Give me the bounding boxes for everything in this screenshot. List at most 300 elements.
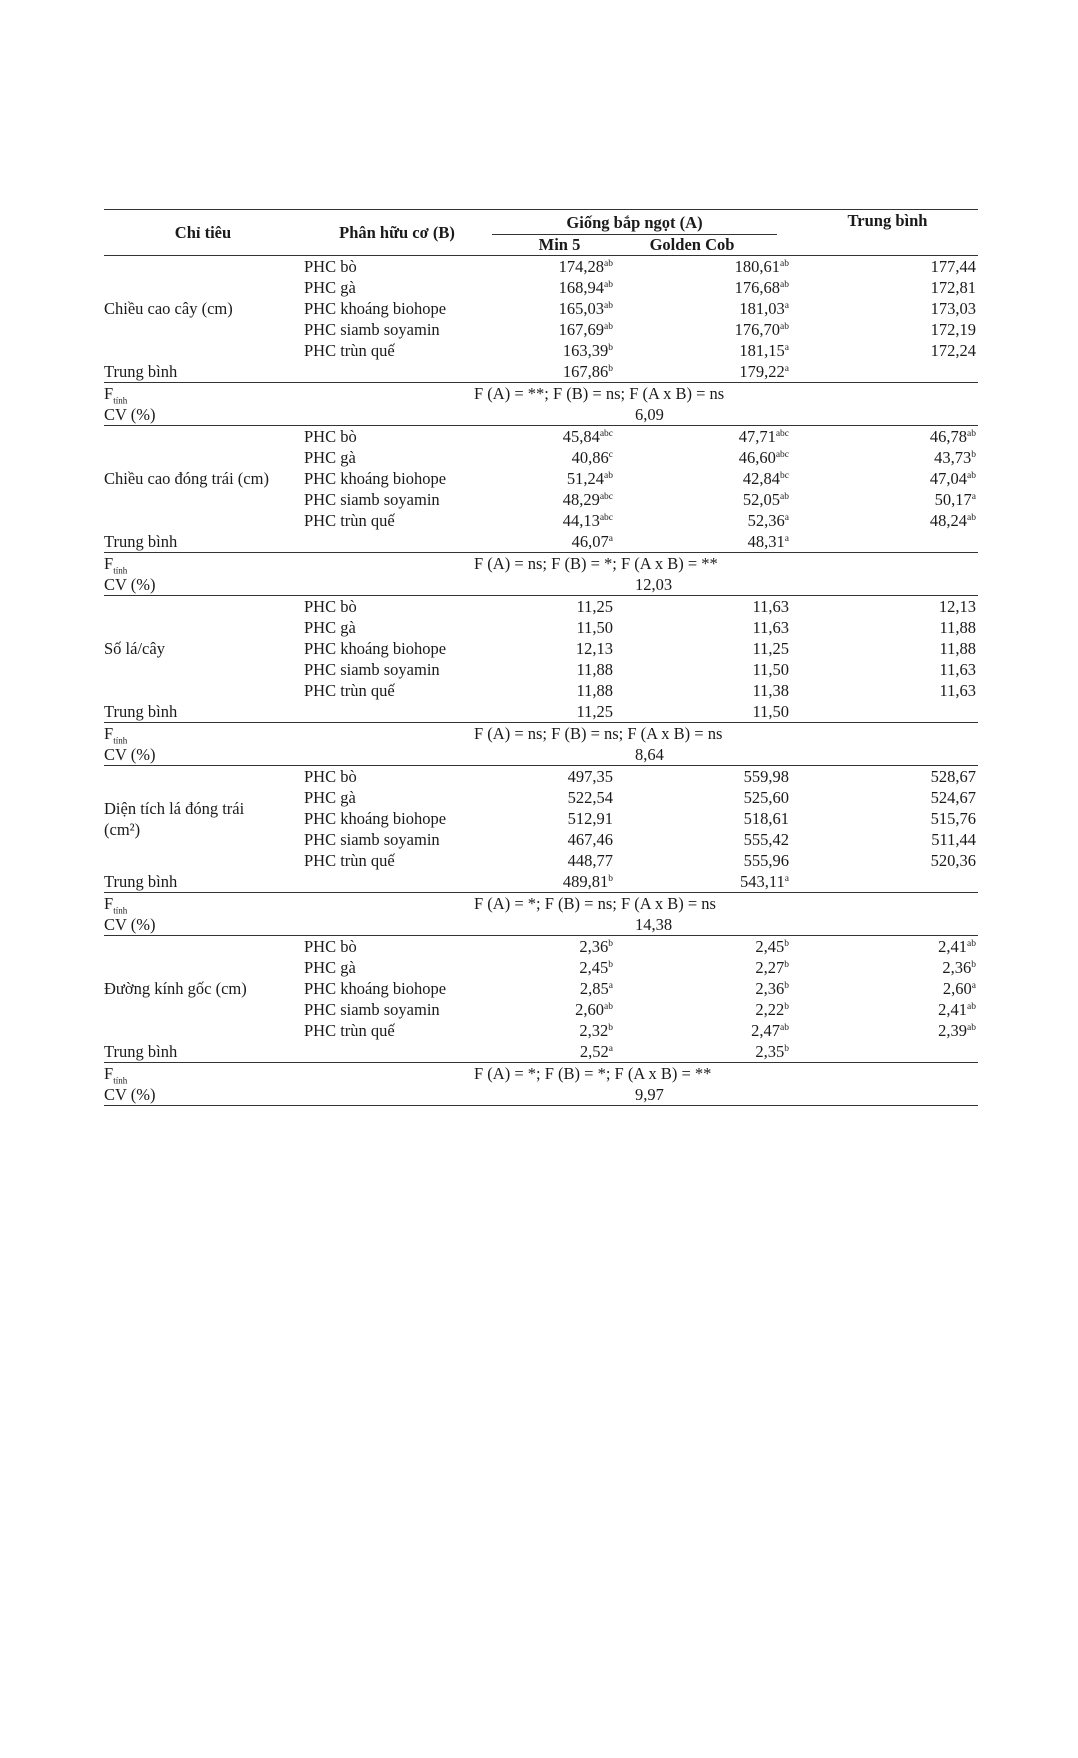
significance-letter: ab [604,259,613,269]
header-min5: Min 5 [538,235,581,254]
results-table [104,209,978,1106]
significance-letter: ab [780,259,789,269]
value-trung-binh [797,256,978,278]
cell-value: 50,17 [934,490,972,509]
f-symbol: F [104,1064,114,1083]
cell-value: 12,13 [938,597,976,616]
significance-letter: ab [604,471,613,481]
value-min5 [492,766,627,788]
value-trung-binh [797,978,978,999]
fertilizer-name: PHC khoáng biohope [304,469,447,488]
significance-letter: abc [599,429,613,439]
fertilizer-name: PHC bò [302,766,492,788]
cell-value: 2,60 [942,979,972,998]
value-trung-binh [797,829,978,850]
mean-golden-cob [627,531,797,553]
fertilizer-name: PHC gà [304,448,356,467]
significance-letter: ab [967,429,976,439]
significance-letter: bc [780,471,789,481]
mean-golden-cob [627,871,797,893]
significance-letter: b [784,981,789,991]
cell-value: 51,24 [566,469,605,488]
value-golden-cob [627,787,797,808]
cell-value: 2,32 [579,1021,609,1040]
cell-value: 180,61 [734,257,781,276]
value-golden-cob [627,1020,797,1041]
significance-letter: b [608,939,613,949]
significance-letter: abc [775,450,789,460]
value-min5 [492,999,627,1020]
fertilizer-name: PHC khoáng biohope [304,299,447,318]
cv-row [104,914,978,936]
value-min5 [492,617,627,638]
cell-value: 524,67 [930,788,976,807]
indicator-label: Chiều cao cây (cm) [104,256,302,362]
value-trung-binh [797,936,978,958]
significance-letter: b [784,1044,789,1054]
fertilizer-name: PHC gà [304,958,356,977]
value-min5 [492,808,627,829]
header-empty [797,235,978,256]
cell-value: 172,19 [930,320,976,339]
cell-value: 11,88 [939,639,976,658]
value-min5 [492,850,627,871]
indicator-label: Diện tích lá đóng trái (cm²) [104,766,302,872]
value-min5 [492,489,627,510]
value-trung-binh [797,787,978,808]
cv-label: CV (%) [104,915,156,934]
empty-cell [797,1041,978,1063]
empty-cell [302,1041,492,1063]
value-trung-binh [797,447,978,468]
cell-value: 173,03 [930,299,976,318]
fertilizer-name: PHC bò [302,596,492,618]
value-min5 [492,659,627,680]
significance-letter: a [784,364,789,374]
cell-value: 525,60 [743,788,789,807]
cell-value: 555,96 [743,851,789,870]
cell-value: 11,63 [939,681,976,700]
fertilizer-name: PHC siamb soyamin [304,1000,440,1019]
table-row [104,426,978,448]
cell-value: 44,13 [562,511,600,530]
significance-letter: a [971,492,976,502]
cell-value: 489,81 [562,872,609,891]
cv-row [104,574,978,596]
header-giong-bap-ngot [492,210,797,236]
value-golden-cob [627,426,797,448]
fertilizer-name: PHC trùn quế [304,511,395,530]
significance-letter: a [784,343,789,353]
significance-letter: ab [967,1002,976,1012]
value-trung-binh [797,638,978,659]
value-trung-binh [797,850,978,871]
cell-value: 52,36 [747,511,785,530]
value-min5 [492,340,627,361]
cell-value: 2,22 [755,1000,785,1019]
cell-value: 2,36 [579,937,609,956]
value-min5 [492,638,627,659]
value-min5 [492,426,627,448]
mean-label: Trung bình [104,362,178,381]
value-min5 [492,298,627,319]
value-golden-cob [627,617,797,638]
f-test-row [104,553,978,575]
cell-value: 165,03 [558,299,605,318]
cell-value: 11,25 [576,702,613,721]
cell-value: 448,77 [567,851,613,870]
cv-value: 6,09 [635,405,664,424]
significance-letter: b [784,960,789,970]
value-trung-binh [797,808,978,829]
cell-value: 42,84 [742,469,781,488]
f-label [104,553,302,575]
significance-letter: b [608,1023,613,1033]
significance-letter: ab [967,471,976,481]
mean-min5 [492,1041,627,1063]
value-trung-binh [797,766,978,788]
cell-value: 2,35 [755,1042,785,1061]
significance-letter: ab [967,1023,976,1033]
mean-row [104,701,978,723]
fertilizer-name: PHC bò [302,936,492,958]
cell-value: 172,81 [930,278,976,297]
value-min5 [492,256,627,278]
empty-cell [302,871,492,893]
value-trung-binh [797,277,978,298]
cell-value: 168,94 [558,278,605,297]
cell-value: 11,63 [752,597,789,616]
cell-value: 2,45 [755,937,785,956]
cell-value: 11,88 [576,681,613,700]
value-golden-cob [627,510,797,531]
significance-letter: ab [967,513,976,523]
value-trung-binh [797,999,978,1020]
value-min5 [492,957,627,978]
cell-value: 2,47 [751,1021,781,1040]
cell-value: 512,91 [567,809,613,828]
cell-value: 11,88 [576,660,613,679]
significance-letter: ab [780,322,789,332]
f-symbol: F [104,724,114,743]
cell-value: 11,25 [576,597,613,616]
mean-label: Trung bình [104,702,178,721]
table-body [104,256,978,1106]
cell-value: 518,61 [743,809,789,828]
cell-value: 528,67 [930,767,976,786]
value-golden-cob [627,999,797,1020]
mean-min5 [492,531,627,553]
mean-golden-cob [627,701,797,723]
mean-golden-cob [627,1041,797,1063]
mean-label: Trung bình [104,1042,178,1061]
empty-cell [797,361,978,383]
indicator-label: Đường kính gốc (cm) [104,936,302,1042]
cell-value: 172,24 [930,341,976,360]
f-test-row [104,383,978,405]
cell-value: 174,28 [558,257,605,276]
table-header [104,210,978,256]
value-trung-binh [797,510,978,531]
cv-row [104,744,978,766]
value-trung-binh [797,298,978,319]
f-symbol: F [104,384,114,403]
f-subscript: tính [113,735,128,746]
value-golden-cob [627,596,797,618]
value-golden-cob [627,298,797,319]
f-symbol: F [104,554,114,573]
fertilizer-name: PHC bò [302,426,492,448]
fertilizer-name: PHC trùn quế [304,341,395,360]
table-row [104,766,978,788]
value-min5 [492,510,627,531]
cell-value: 167,86 [562,362,609,381]
value-min5 [492,680,627,701]
f-test-result: F (A) = **; F (B) = ns; F (A x B) = ns [302,383,978,405]
empty-cell [797,531,978,553]
cell-value: 181,15 [739,341,785,360]
cell-value: 11,50 [752,660,789,679]
significance-letter: a [608,1044,613,1054]
cell-value: 2,36 [942,958,972,977]
cell-value: 45,84 [562,427,600,446]
cell-value: 2,36 [755,979,785,998]
significance-letter: abc [599,492,613,502]
cell-value: 11,63 [939,660,976,679]
cell-value: 497,35 [567,767,613,786]
significance-letter: abc [599,513,613,523]
header-group-label: Giống bắp ngọt (A) [492,212,777,235]
cell-value: 559,98 [743,767,789,786]
cv-label: CV (%) [104,1084,302,1106]
cell-value: 467,46 [567,830,613,849]
cell-value: 11,88 [939,618,976,637]
f-symbol: F [104,894,114,913]
cell-value: 167,69 [558,320,605,339]
cell-value: 47,71 [738,427,776,446]
cv-label: CV (%) [104,575,156,594]
value-trung-binh [797,680,978,701]
header-chi-tieu: Chỉ tiêu [104,210,302,256]
value-golden-cob [627,808,797,829]
significance-letter: a [608,534,613,544]
significance-letter: ab [780,492,789,502]
fertilizer-name: PHC siamb soyamin [304,490,440,509]
fertilizer-name: PHC trùn quế [304,851,395,870]
value-min5 [492,319,627,340]
value-min5 [492,447,627,468]
value-golden-cob [627,277,797,298]
value-golden-cob [627,256,797,278]
cell-value: 48,24 [929,511,968,530]
fertilizer-name: PHC khoáng biohope [304,639,447,658]
value-trung-binh [797,489,978,510]
cell-value: 176,70 [734,320,781,339]
f-test-result: F (A) = *; F (B) = *; F (A x B) = ** [302,1063,978,1085]
cell-value: 43,73 [934,448,972,467]
value-golden-cob [627,319,797,340]
significance-letter: a [784,534,789,544]
cell-value: 555,42 [743,830,789,849]
f-test-result: F (A) = ns; F (B) = *; F (A x B) = ** [302,553,978,575]
indicator-label: Chiều cao đóng trái (cm) [104,426,302,532]
header-phan-huu-co: Phân hữu cơ (B) [302,210,492,256]
fertilizer-name: PHC gà [304,788,356,807]
value-trung-binh [797,957,978,978]
significance-letter: ab [604,1002,613,1012]
value-trung-binh [797,617,978,638]
fertilizer-name: PHC gà [304,278,356,297]
cv-label: CV (%) [104,745,156,764]
empty-cell [797,871,978,893]
empty-cell [302,531,492,553]
header-trung-binh: Trung bình [797,210,978,236]
cell-value: 11,50 [752,702,789,721]
significance-letter: ab [967,939,976,949]
cell-value: 52,05 [742,490,781,509]
cell-value: 520,36 [930,851,976,870]
fertilizer-name: PHC siamb soyamin [304,660,440,679]
value-golden-cob [627,978,797,999]
value-min5 [492,596,627,618]
cell-value: 48,29 [562,490,600,509]
value-golden-cob [627,829,797,850]
table-row [104,256,978,278]
value-golden-cob [627,447,797,468]
fertilizer-name: PHC bò [302,256,492,278]
significance-letter: a [608,981,613,991]
f-test-row [104,893,978,915]
value-golden-cob [627,468,797,489]
cell-value: 511,44 [931,830,976,849]
fertilizer-name: PHC siamb soyamin [304,830,440,849]
f-test-row [104,723,978,745]
cell-value: 2,45 [579,958,609,977]
fertilizer-name: PHC siamb soyamin [304,320,440,339]
cell-value: 47,04 [929,469,968,488]
significance-letter: ab [780,1023,789,1033]
significance-letter: a [784,513,789,523]
cv-value: 9,97 [302,1084,978,1106]
f-label [104,893,302,915]
cell-value: 46,78 [929,427,968,446]
fertilizer-name: PHC trùn quế [304,1021,395,1040]
empty-cell [797,701,978,723]
significance-letter: b [608,364,613,374]
cell-value: 2,27 [755,958,785,977]
cell-value: 11,25 [752,639,789,658]
significance-letter: b [784,939,789,949]
significance-letter: a [784,874,789,884]
cell-value: 522,54 [567,788,613,807]
mean-row [104,531,978,553]
value-min5 [492,978,627,999]
mean-golden-cob [627,361,797,383]
cell-value: 177,44 [930,257,976,276]
f-label [104,723,302,745]
cell-value: 2,85 [579,979,609,998]
value-trung-binh [797,426,978,448]
value-min5 [492,277,627,298]
significance-letter: b [784,1002,789,1012]
f-label [104,383,302,405]
significance-letter: ab [604,322,613,332]
mean-min5 [492,701,627,723]
value-trung-binh [797,468,978,489]
value-golden-cob [627,489,797,510]
cell-value: 40,86 [571,448,609,467]
value-min5 [492,468,627,489]
mean-row [104,1041,978,1063]
table-row [104,596,978,618]
value-min5 [492,829,627,850]
value-min5 [492,787,627,808]
cv-row [104,1084,978,1106]
value-golden-cob [627,957,797,978]
significance-letter: b [608,874,613,884]
significance-letter: b [971,960,976,970]
significance-letter: b [971,450,976,460]
mean-label: Trung bình [104,872,178,891]
f-subscript: tính [113,905,128,916]
mean-label: Trung bình [104,532,178,551]
cell-value: 12,13 [575,639,613,658]
mean-row [104,361,978,383]
f-test-result: F (A) = ns; F (B) = ns; F (A x B) = ns [302,723,978,745]
cell-value: 48,31 [747,532,785,551]
cell-value: 543,11 [740,872,785,891]
cell-value: 176,68 [734,278,781,297]
f-test-row [104,1063,978,1085]
value-min5 [492,1020,627,1041]
f-subscript: tính [113,1075,128,1086]
cv-row [104,404,978,426]
value-trung-binh [797,659,978,680]
header-golden-cob: Golden Cob [649,235,735,254]
cell-value: 2,41 [938,937,968,956]
value-golden-cob [627,850,797,871]
f-subscript: tính [113,395,128,406]
significance-letter: ab [780,280,789,290]
cell-value: 2,41 [938,1000,968,1019]
cv-label: CV (%) [104,405,156,424]
significance-letter: b [608,960,613,970]
mean-min5 [492,361,627,383]
cell-value: 2,60 [575,1000,605,1019]
value-golden-cob [627,766,797,788]
significance-letter: ab [604,301,613,311]
significance-letter: c [608,450,613,460]
fertilizer-name: PHC khoáng biohope [304,809,447,828]
significance-letter: b [608,343,613,353]
fertilizer-name: PHC khoáng biohope [304,979,447,998]
cell-value: 11,50 [576,618,613,637]
value-golden-cob [627,680,797,701]
empty-cell [302,701,492,723]
value-trung-binh [797,1020,978,1041]
value-golden-cob [627,340,797,361]
cv-value: 14,38 [635,915,673,934]
mean-min5 [492,871,627,893]
cv-value: 8,64 [635,745,664,764]
cell-value: 46,07 [571,532,609,551]
table-row [104,936,978,958]
empty-cell [302,361,492,383]
value-golden-cob [627,659,797,680]
significance-letter: a [971,981,976,991]
cell-value: 46,60 [738,448,776,467]
cell-value: 163,39 [562,341,609,360]
